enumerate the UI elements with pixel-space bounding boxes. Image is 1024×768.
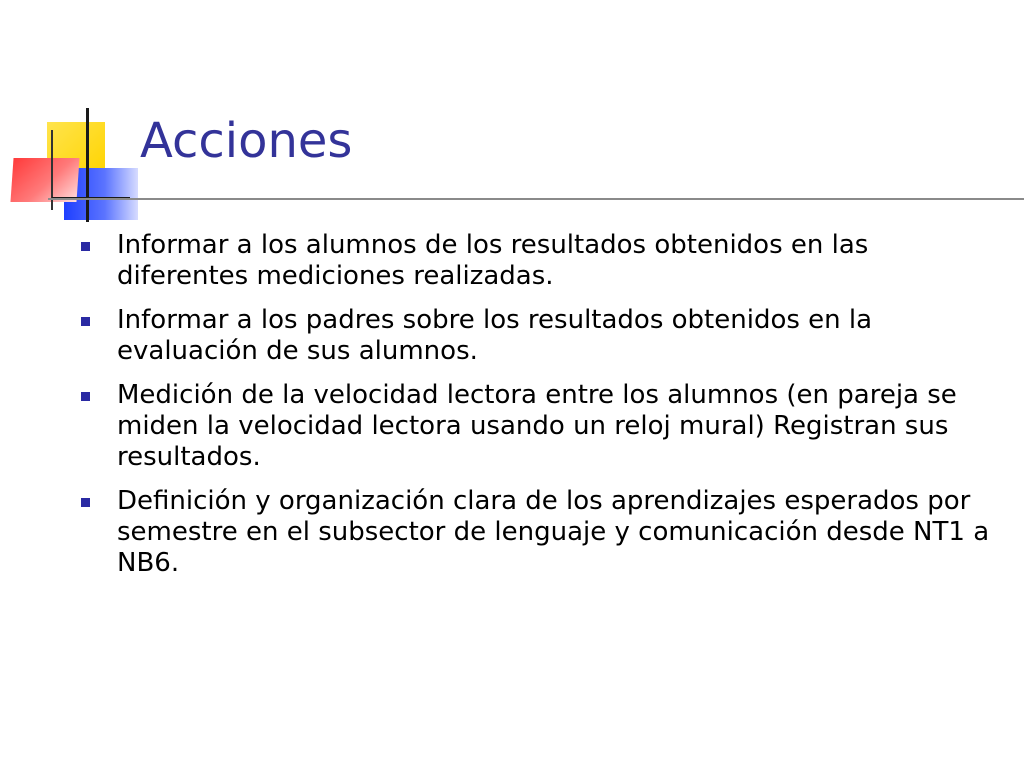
bullet-item bbox=[117, 230, 997, 292]
bullet-text: Informar a los alumnos de los resultados obtenidos en las diferentes mediciones realizadas. bbox=[117, 230, 869, 291]
bullet-list bbox=[117, 230, 997, 592]
bullet-item bbox=[117, 305, 997, 367]
bullet-text: Medición de la velocidad lectora entre los alumnos (en pareja se miden la velocidad lectora usando un reloj mural) Registran sus resultados. bbox=[117, 380, 957, 472]
decorative-logo bbox=[0, 0, 150, 240]
bullet-square-icon bbox=[81, 498, 90, 507]
bullet-text: Definición y organización clara de los aprendizajes esperados por semestre en el subsector de lenguaje y comunicación desde NT1 a NB6. bbox=[117, 486, 990, 578]
deco-red-square bbox=[10, 158, 79, 202]
bullet-square-icon bbox=[81, 242, 90, 251]
title-underline bbox=[48, 198, 1024, 200]
slide-title: Acciones bbox=[140, 113, 353, 169]
bullet-square-icon bbox=[81, 317, 90, 326]
bullet-item bbox=[117, 380, 997, 473]
deco-vertical-line bbox=[86, 108, 89, 222]
bullet-item bbox=[117, 486, 997, 579]
bullet-text: Informar a los padres sobre los resultados obtenidos en la evaluación de sus alumnos. bbox=[117, 305, 873, 366]
bullet-square-icon bbox=[81, 392, 90, 401]
